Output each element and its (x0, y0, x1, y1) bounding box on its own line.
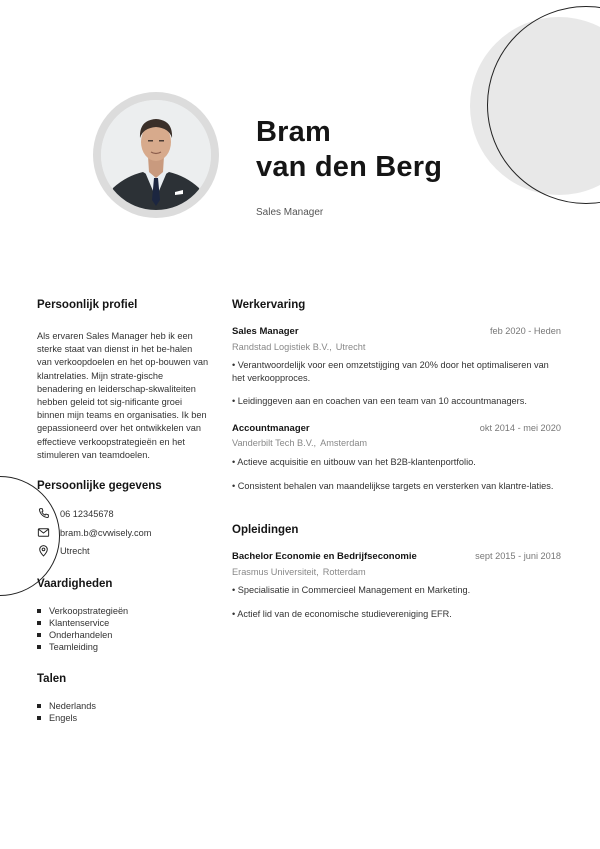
job-company-line (232, 342, 365, 352)
profile-heading: Persoonlijk profiel (37, 299, 138, 311)
education-heading: Opleidingen (232, 524, 299, 536)
job-point: • Leidinggeven aan en coachen van een team van 10 accountmanagers. (232, 396, 527, 406)
contact-email (37, 526, 151, 539)
location-text: Utrecht (60, 545, 90, 556)
list-item: Nederlands (37, 700, 96, 712)
education-school-line (232, 567, 366, 577)
job-role: Accountmanager (232, 423, 310, 434)
full-name (256, 115, 442, 185)
education-point: • Specialisatie in Commercieel Management en Marketing. (232, 585, 471, 595)
contact-location (37, 544, 90, 557)
languages-list (37, 700, 96, 724)
decorative-ring-top (487, 6, 600, 204)
job-period: feb 2020 - Heden (489, 326, 561, 336)
job-company-line (232, 438, 367, 448)
skills-heading: Vaardigheden (37, 578, 113, 590)
contact-heading: Persoonlijke gegevens (37, 480, 162, 492)
list-item: Onderhandelen (37, 629, 128, 641)
phone-icon (37, 507, 50, 520)
first-name: Bram (256, 116, 331, 148)
skills-list (37, 605, 128, 653)
contact-phone (37, 507, 114, 520)
phone-number: 06 12345678 (60, 508, 114, 519)
job-city: Utrecht (335, 342, 366, 352)
job-company: Vanderbilt Tech B.V., (232, 438, 317, 448)
profile-photo (93, 92, 219, 218)
profile-text: Als ervaren Sales Manager heb ik een sterke staat van dienst in het be-halen van verkoopdoelen en het op-bouwen van klantrelaties. Mijn strate-gische benadering en leiderschap-skwaliteiten hebben geleid tot sig-nificante groei binnen mijn teams en organisaties. Ik ben gepassioneerd over het ontwikkelen van effectieve verkoopstrategieën en het stimuleren van teamdoelen. (37, 331, 209, 460)
job-company: Randstad Logistiek B.V., (232, 342, 332, 352)
job-point: • Consistent behalen van maandelijkse targets en versterken van klantre-laties. (232, 481, 554, 491)
education-school: Erasmus Universiteit, (232, 567, 319, 577)
job-point: • Actieve acquisitie en uitbouw van het B2B-klantenportfolio. (232, 457, 476, 467)
location-pin-icon (37, 544, 50, 557)
decorative-grey-circle (470, 17, 600, 195)
education-city: Rotterdam (322, 567, 366, 577)
job-point: • Verantwoordelijk voor een omzetstijging van 20% door het optimaliseren van het verkoopproces. (232, 360, 549, 383)
job-role: Sales Manager (232, 326, 299, 337)
list-item: Verkoopstrategieën (37, 605, 128, 617)
list-item: Engels (37, 712, 96, 724)
education-point: • Actief lid van de economische studievereniging EFR. (232, 609, 452, 619)
list-item: Klantenservice (37, 617, 128, 629)
job-city: Amsterdam (320, 438, 368, 448)
languages-heading: Talen (37, 673, 67, 685)
last-name: van den Berg (256, 151, 443, 183)
job-period: okt 2014 - mei 2020 (479, 423, 561, 433)
mail-icon (37, 526, 50, 539)
job-title: Sales Manager (256, 207, 324, 218)
email-address: bram.b@cvwisely.com (60, 527, 152, 538)
education-period: sept 2015 - juni 2018 (475, 551, 561, 561)
list-item: Teamleiding (37, 641, 128, 653)
education-degree: Bachelor Economie en Bedrijfseconomie (232, 551, 417, 562)
experience-heading: Werkervaring (232, 299, 306, 311)
